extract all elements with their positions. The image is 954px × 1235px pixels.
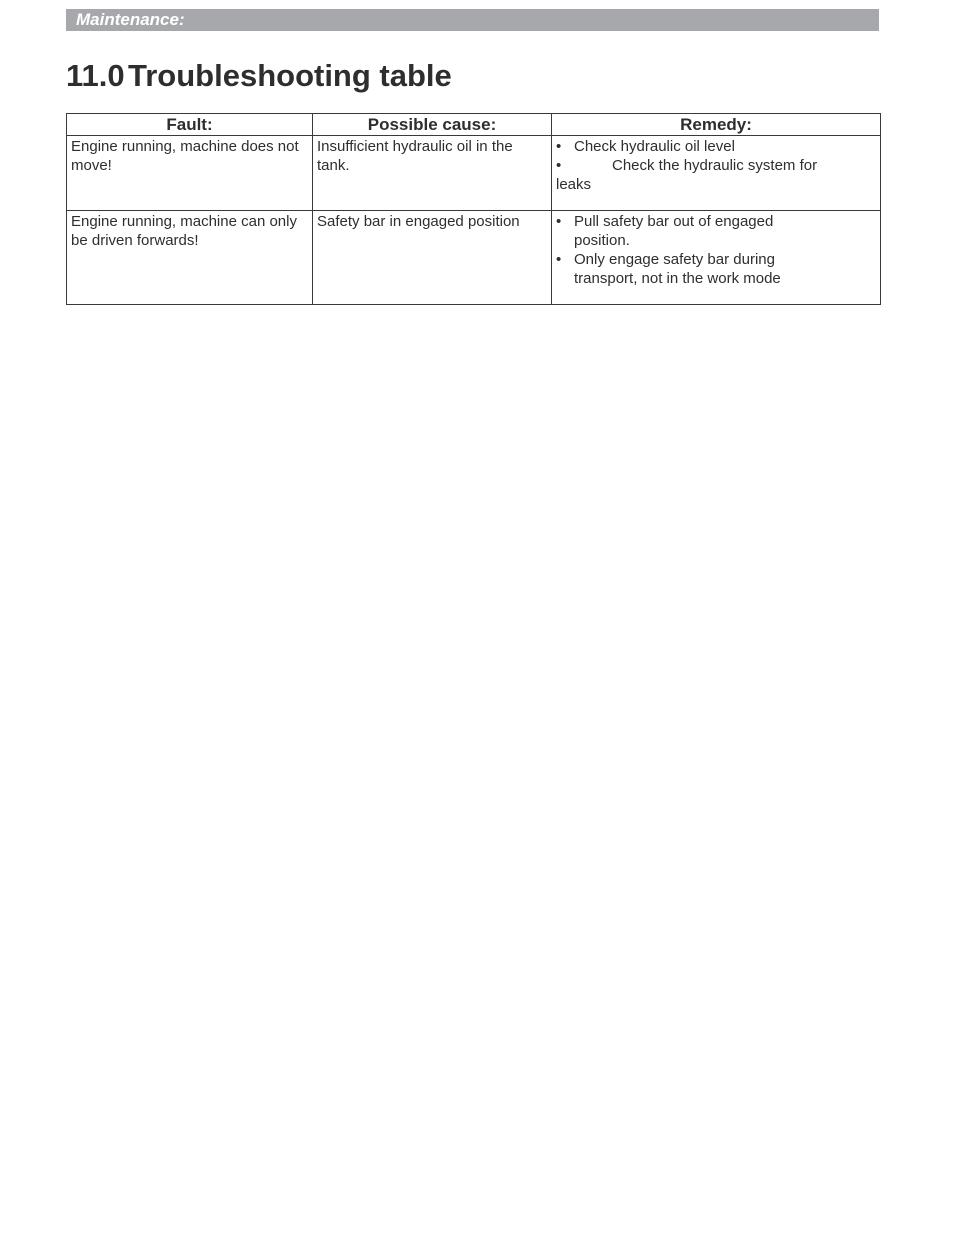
section-header-label: Maintenance: (76, 10, 185, 29)
remedy-item: • Only engage safety bar during transport, not in the work mode (556, 250, 876, 288)
remedy-item-wrapped (556, 156, 876, 194)
remedy-list (556, 212, 876, 288)
fault-cell: Engine running, machine does not move! (67, 136, 313, 211)
remedy-item: • Check hydraulic oil level (556, 137, 876, 156)
cause-cell: Safety bar in engaged position (313, 211, 552, 305)
page-title (66, 56, 452, 96)
table-row (67, 211, 881, 305)
cause-cell: Insufficient hydraulic oil in the tank. (313, 136, 552, 211)
section-header-bar (66, 9, 879, 31)
table-row (67, 136, 881, 211)
column-header-fault: Fault: (67, 114, 313, 136)
table-header-row (67, 114, 881, 136)
remedy-cell (552, 136, 881, 211)
column-header-remedy: Remedy: (552, 114, 881, 136)
column-header-possible-cause: Possible cause: (313, 114, 552, 136)
troubleshooting-table (66, 113, 881, 305)
remedy-item-line: • Check the hydraulic system for (556, 156, 876, 175)
section-number: 11.0 (66, 58, 125, 93)
remedy-list (556, 137, 876, 156)
remedy-cell (552, 211, 881, 305)
fault-cell: Engine running, machine can only be driven forwards! (67, 211, 313, 305)
remedy-item-continuation: leaks (556, 176, 592, 193)
remedy-item: • Pull safety bar out of engaged position. (556, 212, 876, 250)
section-title: Troubleshooting table (128, 58, 452, 93)
